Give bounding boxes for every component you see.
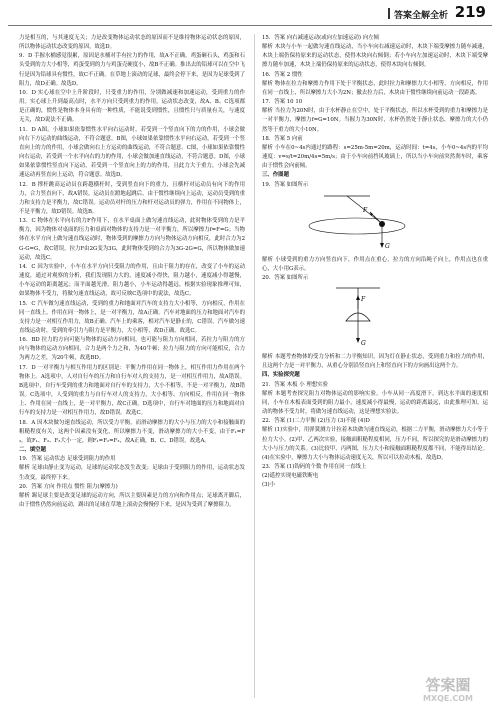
page-header [0,0,500,26]
right-column [262,34,488,702]
pendulum-diagram [262,192,488,254]
answer-line: 17．答案 10 10 [262,99,303,106]
section-heading: 二、填空题 [19,447,46,454]
orbit-ellipse [309,218,405,234]
figure-lamp [262,285,488,351]
answer-line: 15．答案 向右减速运动(或向左加速运动) 向左倾 [262,35,379,41]
paragraph: 15．C 汽车做匀速直线运动，受到的重力和地面对汽车的支持力大小相等，方向相反，作用在同一直线上，作用在同一物体上，是一对平衡力，故A正确。汽车对地面的压力和地面对汽车的支持力是一对相互作用力，故B正确。汽车上的乘客，相对汽车是静止的，C错误。汽车做匀速直线运动时，受到的牵引力与阻力是平衡力，大小相等，故D正确。故选C。 [19,300,245,334]
answer-line: 20．答案 方向 作用点 惯性 阻力(摩擦力) [19,483,118,490]
paragraph: 12．B 撑杆跳高运动员在跨越横杆时，受到竖直向下的重力，且横杆对运动员有向下的作用力，合力竖直向下，故A错误。运动员在蹬地起跳后，由于惯性继续向上运动，运动员受到的重力和支持力是平衡力，故C错误。运动员对杆的压力和杆对运动员的弹力，作用在不同物体上，不是平衡力，故D错误。故选B。 [19,181,245,215]
paragraph: 力是相互的，与其速度无关；力是改变物体运动状态的原因而不是维持物体运动状态的原因，所以物体运动状态改变的原因，故选D。 [19,35,245,51]
section-heading: 三、作图题 [262,172,289,179]
paragraph: 17．D 一对平衡力与相互作用力的区别是：平衡力作用在同一物体上，相互作用力作用在两个物体上。A选项中，人对自行车的压力和自行车对人的支持力，是一对相互作用力，故A错误。B选项中，自行车受到的重力和地面对自行车的支持力，大小不相等，不是一对平衡力，故B错误。C选项中，人受到的重力与自行车对人的支持力，大小相等、方向相反、作用在同一物体上、作用在同一直线上，是一对平衡力，故C正确。D选项中，自行车对地面的压力和地面对自行车的支持力是一对相互作用力，故D错误。故选C。 [19,364,245,417]
label-f: F [361,296,366,304]
answer-line: 19．答案 运动状态 足球受到阻力的作用 [19,456,116,463]
answer-line: 23．答案 (1)钩码的个数 作用在同一直线上 [262,464,367,470]
explanation: 解析 当拉力为20N时，由于水杯静止在空中，处于平衡状态，所以水杯受到的重力和摩擦力是一对平衡力，摩擦力f=G=10N。当握力为30N时，水杯仍然处于静止状态，摩擦力的大小仍然等于重力的大小10N。 [262,108,488,133]
explanation: 解析 物体在拉力和摩擦力作用下处于平衡状态，此时拉力和摩擦力大小相等，方向相反，作用在同一直线上，所以摩擦力大小为2N；撤去拉力后，木块由于惯性继续向前运动一段距离。 [262,80,488,96]
header-brand: 答案全解全析 [394,8,448,21]
lamp-diagram [262,285,488,351]
label-f: F [363,206,368,214]
column-divider [254,34,255,698]
explanation: 解析 小车在0~4s内通过的路程：s=25m-5m=20m，运动时间：t=4s，小车0~4s内的平均速度：v=s/t=20m/4s=5m/s；由于小车向前挡风玻璃上，所以当小车向前突然刹车时，乘客由于惯性会向前倾。 [262,144,488,170]
watermark-url: MXQE.COM [422,694,474,703]
answer-line: 19．答案 如图所示 [262,181,309,188]
explanation: 解析 (1)实验中，用弹簧测力计拉着木块做匀速直线运动，根据二力平衡，滑动摩擦力大小等于拉力大小。(2)甲、乙两次实验，接触面粗糙程度相同，压力不同，所以探究的是滑动摩擦力的大小与压力的关系。(3)比较甲、丙两图，压力大小和接触面粗糙程度都不同，不能得出结论。(4)在实验中，摩擦力大小与物体运动速度无关，所以可以拉动木板，故选D。 [262,427,488,461]
figure-pendulum [262,192,488,254]
answer-line: (2)遥控实现电磁铁断电 [262,473,319,480]
watermark-text: 答案圈 [425,676,471,694]
answer-line: 22．答案 (1)二力平衡 (2)压力 (3)不能 (4)D [262,418,370,425]
watermark-graphic [402,672,494,704]
explanation: 解析 足球由静止变为运动，足球的运动状态发生改变；足球由于受到阻力的作用，运动状态发生改变，最终停下来。 [19,465,245,481]
answer-line: 21．答案 木板 小 理想实验 [262,381,328,388]
paragraph: 13．C 物体在水平向右的力F作用下，在水平桌面上做匀速直线运动，此时物体受到的力是平衡力，因为物体对桌面的压力和桌面对物体的支持力是一对平衡力，所以摩擦力f=F=G；当物体在水平方向上做匀速直线运动时，物体受到的摩擦力方向与物体运动方向相反，此时合力为2G-G=G，故C错误，拉力F由2G变为3G，此时物体受到的合力为3G-2G=G，所以物体做加速运动，故选C。 [19,218,245,261]
paragraph: 14．C 因为实验中，小车在水平方向只受阻力的作用，且由于阻力的存在，改变了小车的运动速度，通过对观察的分析，我们发现阻力大的，速度减小得快，阻力越小，速度减小得越慢，小车运动的距离越远；而平面越光滑，阻力越小，小车运动得越远。根据实验现象推理可知，如果物体不受力，将做匀速直线运动，故可反映C选项中的说法，故选C。 [19,263,245,298]
explanation: 解析 本题考查探究阻力对物体运动的影响实验。小车从同一高度滑下，到达水平面的速度相同，小车在木板表面受到的阻力最小，速度减小得最慢，运动的距离最远，由此推理可知，运动的物体不受力时，将做匀速直线运动，这是理想实验法。 [262,390,488,416]
explanation: 解析 本题考查物体的受力分析和二力平衡知识。因为灯在静止状态，受到重力和拉力的作用，且这两个力是一对平衡力，从重心分别沿竖直向上和竖直向下的方向画出这两个力。 [262,354,488,370]
paragraph: 9．D 手握水桶感觉很累，原因是水桶对手有拉力的作用，故A不正确。鸡蛋砸石头，鸡蛋和石头受到的力大小相等，鸡蛋受到的力与鸡蛋壳硬度小，故B不正确。推出去的铅球可以在空中飞行是因为铅球具有惯性，故C不正确。在草地上滚动的足球，最终会停下来，是因为足球受到了阻力，故D正确。故选D。 [19,53,245,87]
paragraph: 18．A 因木块做匀速直线运动，所以受力平衡，而滑动摩擦力的大小与压力的大小和接触面的粗糙程度有关，这两个因素没有变化，所以摩擦力不变，滑动摩擦力的大小不变，由于F₁=F₂，故F₁、F₂、F₃大小一定，则F₁=F₂=F₃，故A正确，B、C、D错误。故选A。 [19,419,245,444]
answer-line: 16．答案 2 惯性 [262,71,303,78]
arrowhead-icon [356,295,360,300]
paragraph: 11．D A图，小球如果依靠惯性水平向右运动时，若受到一个竖直向下的力的作用，小球会做向右下方运动的曲线运动，不符合题意。B图，小球如果依靠惯性水平向右运动，若受到一个竖直向上的力的作用，小球会做向右上方运动的曲线运动，不符合题意。C图，小球如果依靠惯性向右运动，若受到一个水平向右的力的作用，小球会做加速直线运动，不符合题意。D图，小球如果依靠惯性竖直向下运动，若受到一个竖直向上的力的作用，且此力大于重力，小球会先减速运动再竖直向上运动，符合题意。故选D。 [19,126,245,179]
header-rule [8,25,492,26]
arrowhead-icon [380,243,384,248]
explanation: 解析 踢足球主要是改变足球的运动方向，所以主要因素是力的方向和作用点；足球离开脚后，由于惯性仍然向前运动，踢出的足球在草地上滚动会慢慢停下来，是因为受到了摩擦阻力。 [19,492,245,508]
paragraph: 16．BD 拉力的方向可能与物体的运动方向相同，也可能与阻力方向相同，若拉力与阻力的方向与物体的运动方向相同，合力是两个力之和，为40牛顿；拉力与阻力的方向可能相反，合力为两力之差，为20牛顿，故选BD。 [19,337,245,362]
arrowhead-icon [370,212,373,216]
label-g: G [361,340,366,348]
paragraph: 10．D 实心球在空中上升阶段时，只受重力的作用，分别做减速和加速运动，受到重力的作用。实心球上升到最高点时，水平方向只受到重力的作用，运动状态改变，故A、B、C选项都是正确的，惯性是物体本身具有的一种性质，不能说受到惯性，且惯性只与质量有关，与速度无关，故D说法不正确。 [19,89,245,124]
answer-line: (3)小 [262,482,276,489]
answer-line: 20．答案 如图所示 [262,274,309,281]
section-heading: 四、实验探究题 [262,372,300,379]
left-column [19,34,245,702]
label-g: G [385,242,390,250]
page-number: 219 [454,3,486,21]
watermark-logo [402,672,494,704]
explanation: 解析 木块与小车一起做匀速直线运动，当小车向右减速运动时，木块下端受摩擦力随车减速，木块上端仍保持原来的运动状态，使得木块向右倾倒；若小车向左加速运动时，木块下端受摩擦力随车加速，木块上端仍保持原来的运动状态，使得木块向右倾倒。 [262,44,488,69]
arrowhead-icon [356,338,360,343]
explanation: 解析 小球受到的重力方向竖直向下，作用点在重心，拉力的方向沿绳子向上，作用点也在重心，大小用G表示。 [262,256,488,272]
answer-line: 18．答案 5 向前 [262,135,303,142]
